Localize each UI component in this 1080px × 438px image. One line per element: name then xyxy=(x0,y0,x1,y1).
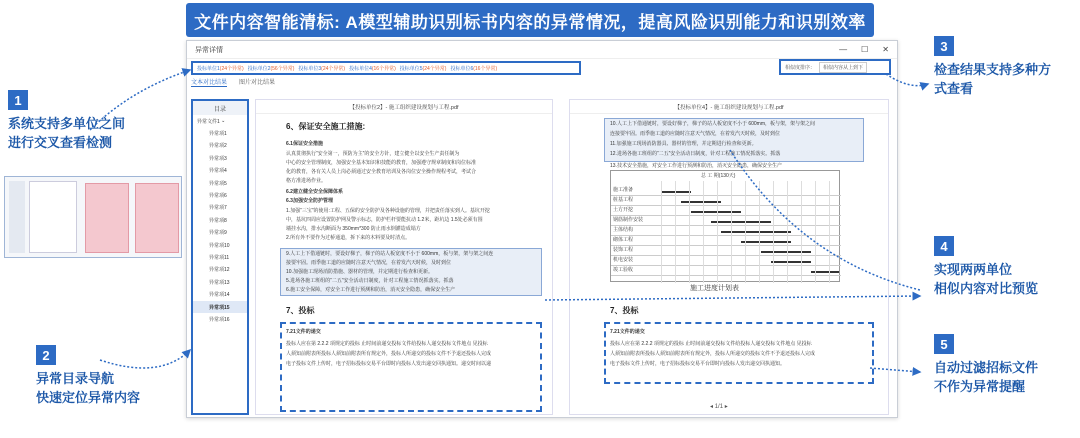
callout-number: 2 xyxy=(36,345,56,365)
right-pane-title: 【投标单位4】- 施工组织建设规划与工程.pdf xyxy=(570,100,888,114)
tab-image-compare[interactable]: 图片对比结果 xyxy=(239,80,276,86)
section-heading: 7、投标 xyxy=(610,306,639,315)
unit-tab[interactable]: 投标单位2(56个异常) xyxy=(247,65,295,72)
schedule-row-label: 机电安装 xyxy=(613,257,634,263)
body-text: 人须知前附表所投标人须知前附表所有规定外，投标人所递交的投标文件不予退还投标人完成 xyxy=(610,351,816,357)
schedule-row-label: 主体结构 xyxy=(613,227,634,233)
unit-tab[interactable]: 投标单位6(16个异常) xyxy=(450,65,498,72)
directory-item[interactable]: 异常项4 xyxy=(209,168,227,175)
body-text: 13.技术安全措施，对安全工作进行预测和防治，消灭安全隐患，确保安全生产 xyxy=(610,163,782,169)
section-heading: 6、保证安全施工措施: xyxy=(286,122,366,131)
body-text: 接要牢固。雨季施工道的应随时注意天气情况，在着发汽天时候，及时到位 xyxy=(286,260,452,266)
schedule-row-label: 砌体工程 xyxy=(613,237,634,243)
body-text: 中，基坑四周应设置防护网及警示标志，防护栏杆要能抗动 1.2米，距坑边 1.5处必须有围 xyxy=(286,217,483,223)
body-text: 2.所有外不要作为过桥通道，拆下来的木料要及时清点。 xyxy=(286,235,411,241)
arrow-1 xyxy=(90,70,190,130)
body-text: 12.进场各施工班组的“二五”安全活动日制度，针对工程施工情况抓落实。抓落 xyxy=(610,151,781,157)
unit-tab[interactable]: 投标单位1(24个异常) xyxy=(197,65,244,72)
minimize-icon[interactable]: — xyxy=(839,45,848,54)
directory-item[interactable]: 异常项9 xyxy=(209,230,227,237)
directory-item[interactable]: 异常项16 xyxy=(209,316,230,323)
directory-item[interactable]: 异常项7 xyxy=(209,205,227,212)
callout-text: 异常目录导航 快速定位异常内容 xyxy=(36,371,141,405)
body-text: 墙挂水沟，排水沟断面为 350mm*300 防止雨水倒灌造成塌方 xyxy=(286,226,421,232)
subsection-heading: 7.21文件的递交 xyxy=(610,329,645,335)
window-title: 异常详情 xyxy=(195,46,223,54)
directory-item[interactable]: 异常项5 xyxy=(209,180,227,187)
callout-text: 实现两两单位 相似内容对比预览 xyxy=(934,262,1039,296)
body-text: 电子投标文件上传时，电子招标投标交易平台即时向投标人发出递交回执通知。 xyxy=(610,361,786,367)
close-icon[interactable]: ✕ xyxy=(882,45,889,54)
arrow-2 xyxy=(100,350,190,368)
body-text: 人须知前附表所投标人须知前附表所有规定外，投标人所递交的投标文件不予退还投标人完成 xyxy=(286,351,492,357)
unit-tab[interactable]: 投标单位5(24个异常) xyxy=(399,65,447,72)
subsection-heading: 6.1保证安全措施 xyxy=(286,141,323,147)
callout-text: 检查结果支持多种方 式查看 xyxy=(934,62,1052,96)
callout-number: 5 xyxy=(934,334,954,354)
schedule-title: 总 工 期(130天) xyxy=(701,173,736,179)
callout-text: 系统支持多单位之间 进行交叉查看检测 xyxy=(8,116,126,150)
directory-item[interactable]: 异常项15 xyxy=(193,301,247,313)
directory-item[interactable]: 异常项12 xyxy=(209,267,230,274)
subsection-heading: 6.3加强安全防护管理 xyxy=(286,198,333,204)
callout-text: 自动过滤招标文件 不作为异常提醒 xyxy=(934,360,1039,394)
directory-item[interactable]: 异常项1 xyxy=(209,131,227,138)
arrow-4a xyxy=(545,296,920,300)
schedule-row-label: 桩基工程 xyxy=(613,197,634,203)
body-text: 1.加强“三宝”的使用:工程、五保的安全防护及各种设施的管理，并把责任落实到人。基坑开挖 xyxy=(286,208,490,214)
arrow-4b xyxy=(730,150,920,290)
body-text: 电子投标文件上传时，电子招标投标交易平台即时向投标人发出递交回执通知。递交时间以递 xyxy=(286,361,492,367)
directory-item[interactable]: 异常项2 xyxy=(209,143,227,150)
maximize-icon[interactable]: ☐ xyxy=(861,45,869,54)
directory-item[interactable]: 异常项11 xyxy=(209,254,230,261)
schedule-row-label: 施工准备 xyxy=(613,187,634,193)
unit-tab[interactable]: 投标单位3(24个异常) xyxy=(298,65,346,72)
body-text: 格方准进场作业。 xyxy=(286,178,327,184)
directory-head: 目录 xyxy=(193,101,247,115)
sort-select[interactable]: 相似内容从上到下 xyxy=(819,62,867,73)
directory-item[interactable]: 异常项14 xyxy=(209,292,230,299)
schedule-row-label: 土方开挖 xyxy=(613,207,634,213)
page-indicator[interactable]: ◂ 1/1 ▸ xyxy=(710,404,728,410)
sort-label: 相似度排序： xyxy=(785,64,816,71)
subsection-heading: 7.21文件的递交 xyxy=(286,329,321,335)
schedule-caption: 施工进度计划表 xyxy=(690,285,739,292)
directory-item[interactable]: 异常项3 xyxy=(209,155,227,162)
body-text: 11.加强施工现场消防器具、器材的管理，并定期进行检查和更新。 xyxy=(610,141,757,147)
directory-item[interactable]: 异常项6 xyxy=(209,193,227,200)
callout-number: 3 xyxy=(934,36,954,56)
schedule-row-label: 钢筋制作安装 xyxy=(613,217,644,223)
unit-tab[interactable]: 投标单位4(16个异常) xyxy=(349,65,396,72)
body-text: 投标人应在第 2.2.2 项规定的投标 止时间前递交投标文件给投标人递交投标文件地点 见投标 xyxy=(286,341,488,347)
callout-number: 1 xyxy=(8,90,28,110)
body-text: 中心的安全管理制度，加强安全基本知识和技能的教育，加强遵守规章制度和岗位标准 xyxy=(286,160,477,166)
body-text: 连接要牢固。雨季施工道的应随时注意天气情况，在着发汽天时候，及时到位 xyxy=(610,131,781,137)
left-pane-title: 【投标单位2】- 施工组织建设规划与工程.pdf xyxy=(256,100,552,114)
body-text: 10.加强施工现场消防措施、器材的管理，并定期进行检查和更新。 xyxy=(286,269,433,275)
body-text: 化的教育，各有关人员上岗必须通过安全教育培训及各岗位安全操作规程考试，考试合 xyxy=(286,169,477,175)
section-heading: 7、投标 xyxy=(286,306,315,315)
body-text: 认真贯彻执行“安全第一，预防为主”的安全方针，建立健全以安全生产责任制为 xyxy=(286,151,460,157)
arrow-5 xyxy=(870,368,920,372)
subsection-heading: 6.2建立健全安全保障体系 xyxy=(286,189,343,195)
directory-item[interactable]: 异常项10 xyxy=(209,242,230,249)
directory-group[interactable]: 异常文件1 ⌄ xyxy=(197,118,226,125)
banner-title: 文件内容智能清标: A模型辅助识别标书内容的异常情况，提高风险识别能力和识别效率 xyxy=(186,3,874,37)
callout-number: 4 xyxy=(934,236,954,256)
tab-text-compare[interactable]: 文本对比结果 xyxy=(191,77,227,87)
body-text: 6.施工安全保障，对安全工作进行预测和防治，消灭安全隐患，确保安全生产 xyxy=(286,287,456,293)
directory-item[interactable]: 异常项13 xyxy=(209,279,230,286)
schedule-row-label: 装饰工程 xyxy=(613,247,634,253)
arrow-3 xyxy=(886,74,928,86)
body-text: 10.人工上下借通链时，要设好梯子，梯子的站人板宽度不小于 600mm，板与架，架与架之间 xyxy=(610,121,816,127)
body-text: 投标人应在第 2.2.2 项规定的投标 止时间前递交投标文件给投标人递交投标文件地点 见投标 xyxy=(610,341,812,347)
body-text: 9.人工上下借通链时，要设好梯子，梯子的站人板宽度不小于 600mm，板与架，架与架之间连 xyxy=(286,251,494,257)
directory-item[interactable]: 异常项8 xyxy=(209,217,227,224)
schedule-row-label: 竣工验收 xyxy=(613,267,634,273)
body-text: 5.进场各施工班组的“二五”安全活动日制度，针对工程施工情况抓落实。抓落 xyxy=(286,278,454,284)
